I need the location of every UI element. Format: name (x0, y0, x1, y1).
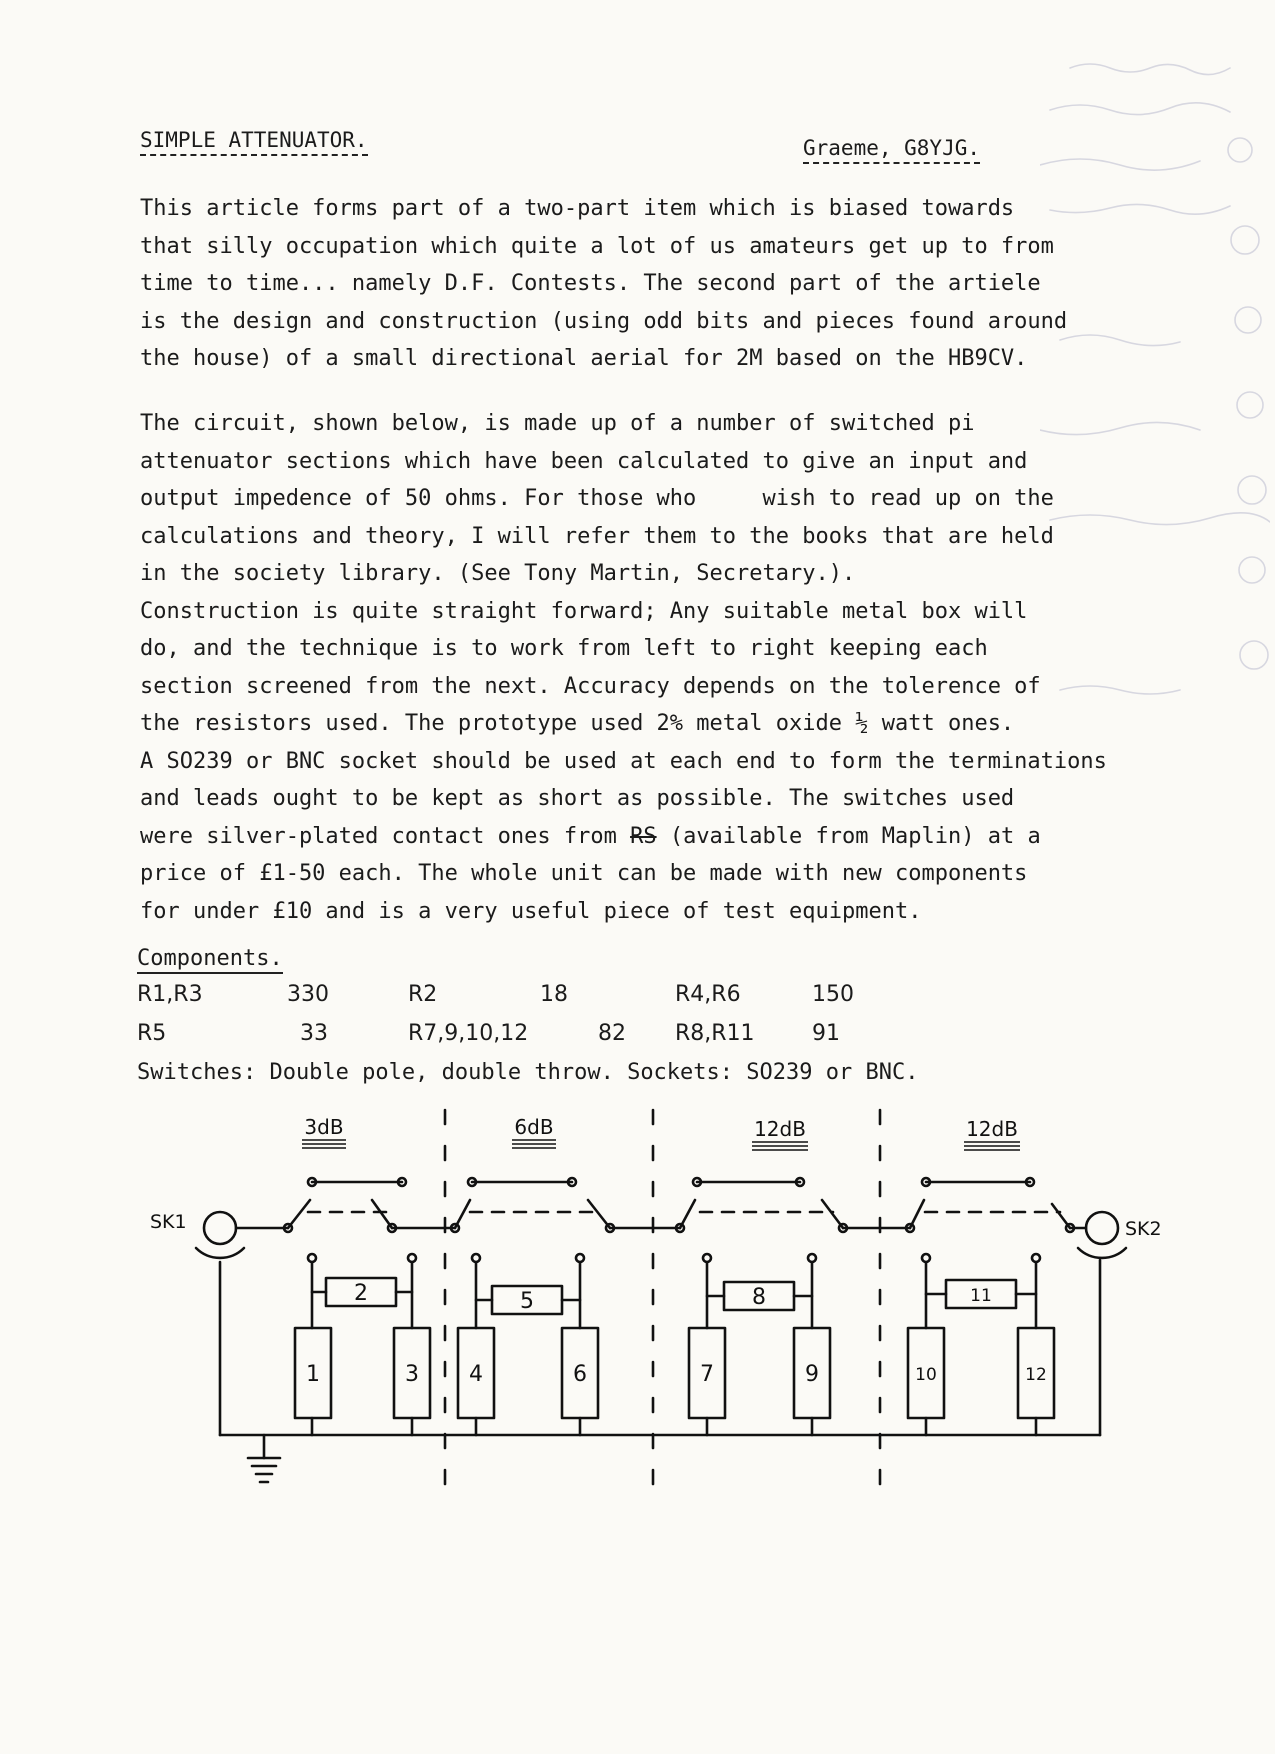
resistor-label: 6 (573, 1362, 587, 1387)
switches-sockets-note: Switches: Double pole, double throw. Sockets: SO239 or BNC. (137, 1060, 919, 1085)
text-line: for under £10 and is a very useful piece of test equipment. (140, 898, 922, 924)
resistor-label: 1 (306, 1362, 320, 1387)
component-ref: R1,R3 (137, 982, 203, 1007)
switch-section-2 (455, 1178, 684, 1232)
resistor-label: 2 (354, 1281, 368, 1306)
socket-label-sk1: SK1 (150, 1211, 187, 1233)
section-label-1: 3dB (304, 1115, 344, 1139)
component-value: 33 (300, 1021, 328, 1046)
text-line: Construction is quite straight forward; Any suitable metal box will (140, 598, 1028, 624)
socket-sk2-icon (1070, 1212, 1126, 1258)
resistor-label: 12 (1025, 1365, 1047, 1385)
text-line: price of £1-50 each. The whole unit can be made with new components (140, 861, 1028, 886)
text-line: the resistors used. The prototype used 2% metal oxide ½ watt ones. (140, 711, 1015, 736)
component-ref: R8,R11 (675, 1021, 755, 1046)
component-value: 82 (598, 1021, 626, 1046)
resistor-network-3 (689, 1254, 830, 1435)
socket-label-sk2: SK2 (1125, 1218, 1162, 1240)
component-ref: R2 (408, 982, 438, 1007)
resistor-label: 11 (970, 1286, 992, 1306)
text-fragment: were silver-plated contact ones from (140, 823, 631, 849)
resistor-network-2 (458, 1254, 598, 1435)
component-value: 150 (812, 982, 854, 1007)
switch-section-1 (284, 1178, 459, 1232)
text-line: and leads ought to be kept as short as possible. The switches used (140, 786, 1015, 811)
resistor-label: 9 (805, 1362, 819, 1387)
section-label-2: 6dB (514, 1115, 554, 1139)
component-value: 91 (812, 1021, 840, 1046)
component-value: 330 (287, 982, 329, 1007)
article-author: Graeme, G8YJG. (803, 136, 980, 164)
section-label-3: 12dB (754, 1117, 806, 1141)
resistor-label: 5 (520, 1289, 534, 1314)
article-header (140, 128, 1020, 164)
text-line: calculations and theory, I will refer them to the books that are held (140, 523, 1054, 549)
body-paragraph (140, 405, 1107, 930)
struck-text: RS (630, 823, 657, 849)
section-label-4: 12dB (966, 1117, 1018, 1141)
text-line: is the design and construction (using odd bits and pieces found around (140, 308, 1068, 334)
resistor-label: 8 (752, 1285, 766, 1310)
component-ref: R5 (137, 1021, 167, 1046)
component-value: 18 (540, 982, 568, 1007)
text-line (140, 824, 1041, 849)
text-line: attenuator sections which have been calculated to give an input and (140, 448, 1028, 474)
resistor-label: 10 (915, 1365, 937, 1385)
ground-icon (248, 1435, 280, 1482)
components-heading: Components. (137, 946, 283, 974)
text-line: This article forms part of a two-part item which is biased towards (140, 196, 1015, 221)
text-line: output impedence of 50 ohms. For those who wish to read up on the (140, 486, 1054, 511)
resistor-label: 7 (700, 1362, 714, 1387)
text-line: A SO239 or BNC socket should be used at each end to form the terminations (140, 748, 1107, 774)
attenuator-circuit-diagram (140, 1100, 1250, 1660)
switch-section-4 (910, 1178, 1074, 1232)
socket-sk1-icon (196, 1212, 288, 1258)
component-ref: R4,R6 (675, 982, 741, 1007)
text-line: do, and the technique is to work from left to right keeping each (140, 636, 988, 661)
text-line: time to time... namely D.F. Contests. The second part of the artiele (140, 271, 1041, 296)
component-ref: R7,9,10,12 (408, 1021, 529, 1046)
text-line: The circuit, shown below, is made up of a number of switched pi (140, 411, 975, 436)
resistor-label: 4 (469, 1362, 483, 1387)
resistor-label: 3 (405, 1362, 419, 1387)
text-line: in the society library. (See Tony Martin, Secretary.). (140, 561, 856, 586)
text-fragment: (available from Maplin) at a (656, 823, 1041, 849)
intro-paragraph (140, 190, 1067, 378)
text-line: section screened from the next. Accuracy depends on the tolerence of (140, 673, 1041, 699)
article-title: SIMPLE ATTENUATOR. (140, 128, 368, 156)
resistor-network-4 (908, 1254, 1054, 1435)
text-line: the house) of a small directional aerial for 2M based on the HB9CV. (140, 346, 1028, 371)
text-line: that silly occupation which quite a lot of us amateurs get up to from (140, 233, 1054, 259)
